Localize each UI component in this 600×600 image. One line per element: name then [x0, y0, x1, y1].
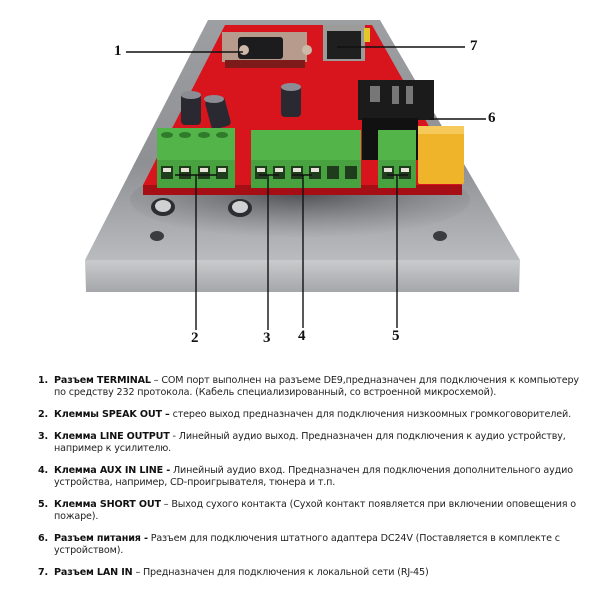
de9-connector — [222, 32, 312, 68]
legend-text: Разъем для подключения штатного адаптера DC24V (Поставляется в комплекте с устройством). — [54, 533, 560, 557]
legend-title: Клемма LINE OUTPUT — [54, 430, 170, 442]
legend-text: стерео выход предназначен для подключения низкоомных громкоговорителей. — [169, 409, 571, 421]
legend-item: 2. Клеммы SPEAK OUT – стерео выход предназначен для подключения низкоомных громкоговорителей. — [38, 409, 571, 421]
legend-list — [38, 375, 583, 589]
legend-title: Клеммы SPEAK OUT – — [54, 409, 170, 421]
legend-item: 5. Клемма SHORT OUT – Выход сухого контакта (Сухой контакт появляется при включении оповещения о пожаре). — [38, 499, 577, 523]
legend-item: 1. Разъем TERMINAL – COM порт выполнен на разъеме DE9,предназначен для подключения к компьютеру по средству 232 протокола. (Кабель специализированный, со встроенной микросхемой). — [38, 375, 579, 399]
legend-text: – COM порт выполнен на разъеме DE9,предназначен для подключения к компьютеру по средству 232 протокола. (Кабель специализированный, со встроенной микросхемой). — [54, 375, 579, 399]
legend-title: Разъем LAN IN — [54, 567, 133, 579]
legend-item: 6. Разъем питания - Разъем для подключения штатного адаптера DC24V (Поставляется в комплекте с устройством). — [38, 533, 560, 557]
legend-text: Линейный аудио вход. Предназначен для подключения дополнительного аудио устройства, например, CD-проигрывателя, тюнера и т.п. — [54, 464, 573, 489]
legend-title: Разъем TERMINAL — [54, 375, 151, 386]
legend-title: Клемма AUX IN LINE - — [54, 464, 171, 476]
legend-title: Разъем питания - — [54, 533, 148, 545]
legend-text: - Линейный аудио выход. Предназначен для подключения к аудио устройству, например к усилителю. — [54, 430, 566, 455]
legend-title: Клемма SHORT OUT — [54, 499, 161, 511]
callout-3: 3 — [263, 330, 271, 346]
legend-text: – Предназначен для подключения к локальной сети (RJ-45) — [132, 567, 429, 579]
legend-item: 4. Клемма AUX IN LINE - Линейный аудио вход. Предназначен для подключения дополнительного аудио устройства, например, CD-проигрывателя, тюнера и т.п. — [38, 464, 573, 489]
relay — [418, 126, 464, 184]
callout-2: 2 — [191, 330, 199, 346]
rj45-connector — [323, 25, 370, 61]
legend-item: 3. Клемма LINE OUTPUT - Линейный аудио выход. Предназначен для подключения к аудио устройству, например к усилителю. — [38, 430, 566, 455]
legend-item: 7. Разъем LAN IN – Предназначен для подключения к локальной сети (RJ-45) — [38, 567, 429, 579]
legend-text: – Выход сухого контакта (Сухой контакт появляется при включении оповещения о пожаре). — [54, 499, 577, 523]
callout-4: 4 — [298, 328, 306, 344]
callout-7: 7 — [470, 38, 478, 54]
callout-1: 1 — [114, 43, 122, 59]
callout-5: 5 — [392, 328, 400, 344]
callout-6: 6 — [488, 110, 496, 126]
